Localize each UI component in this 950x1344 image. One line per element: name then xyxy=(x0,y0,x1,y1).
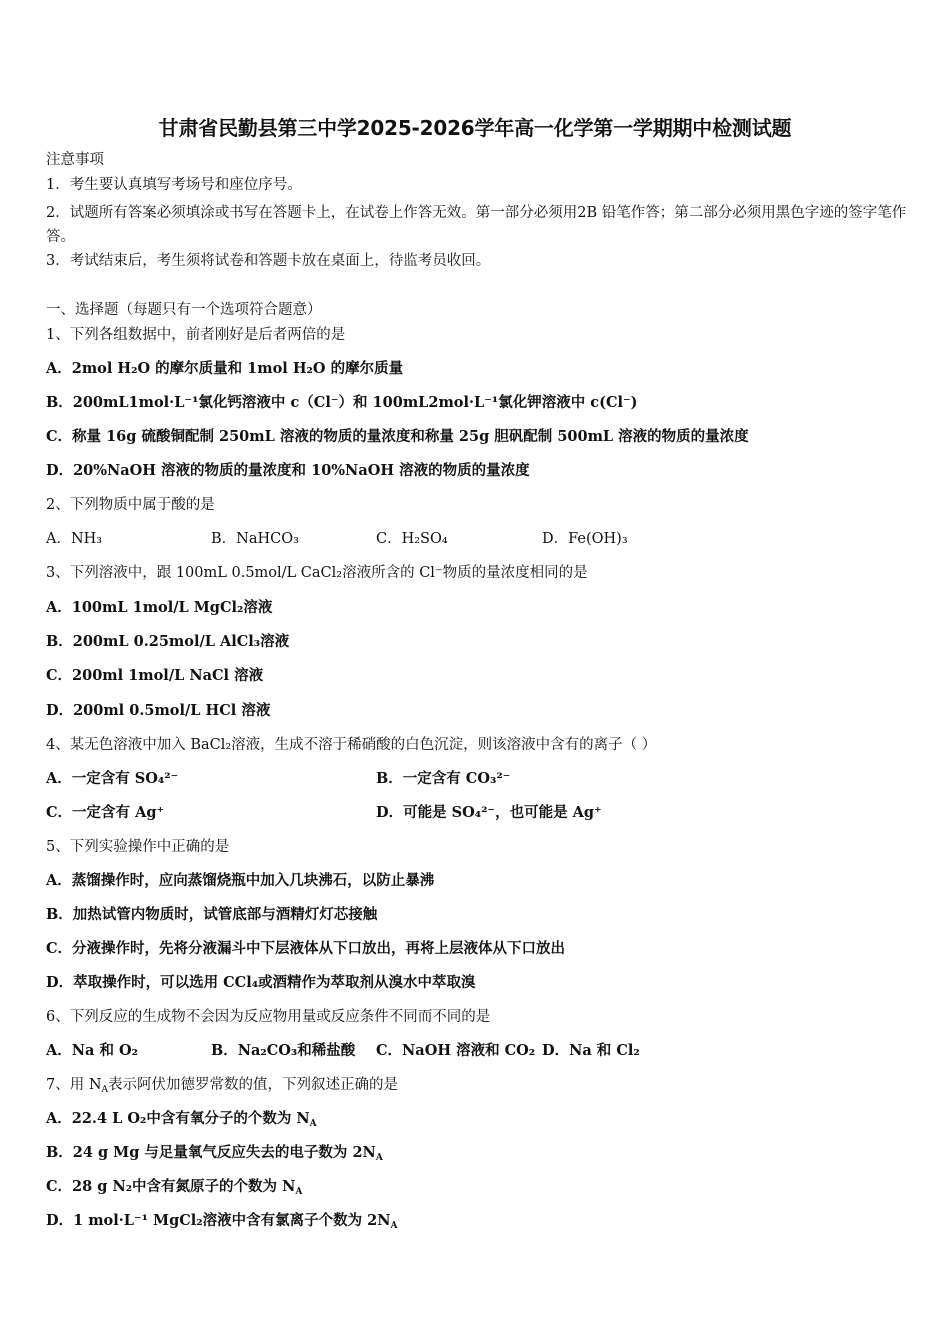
notice-item: 2．试题所有答案必须填涂或书写在答题卡上，在试卷上作答无效。第一部分必须用2B 铅笔作答；第二部分必须用黑色字迹的签字笔作答。 xyxy=(46,205,907,245)
option: D．可能是 SO₄²⁻，也可能是 Ag⁺ xyxy=(376,804,602,821)
option: D．Fe(OH)₃ xyxy=(542,531,628,547)
option: C．称量 16g 硫酸铜配制 250mL 溶液的物质的量浓度和称量 25g 胆矾配制 500mL 溶液的物质的量浓度 xyxy=(46,428,749,445)
question-stem: 5、下列实验操作中正确的是 xyxy=(46,839,230,855)
page-title: 甘肃省民勤县第三中学2025-2026学年高一化学第一学期期中检测试题 xyxy=(158,116,792,140)
option: C．分液操作时，先将分液漏斗中下层液体从下口放出，再将上层液体从下口放出 xyxy=(46,940,566,957)
option: A．一定含有 SO₄²⁻ xyxy=(46,770,179,787)
option: B．Na₂CO₃和稀盐酸 xyxy=(211,1042,356,1059)
question-stem: 4、某无色溶液中加入 BaCl₂溶液，生成不溶于稀硝酸的白色沉淀，则该溶液中含有的离子（ ） xyxy=(46,737,657,753)
option: A．22.4 L O₂中含有氧分子的个数为 $N_A$ xyxy=(46,1110,317,1129)
option: D．1 mol·L⁻¹ MgCl₂溶液中含有氯离子个数为 $2N_A$ xyxy=(46,1212,398,1231)
option: D．萃取操作时，可以选用 CCl₄或酒精作为萃取剂从溴水中萃取溴 xyxy=(46,974,476,991)
option: A．NH₃ xyxy=(46,531,103,547)
question-stem: 1、下列各组数据中，前者刚好是后者两倍的是 xyxy=(46,327,346,343)
option: B．一定含有 CO₃²⁻ xyxy=(376,770,511,787)
question-stem: 3、下列溶液中，跟 100mL 0.5mol/L CaCl₂溶液所含的 Cl⁻物质的量浓度相同的是 xyxy=(46,565,588,581)
option: C．一定含有 Ag⁺ xyxy=(46,804,165,821)
option: A．100mL 1mol/L MgCl₂溶液 xyxy=(46,599,273,616)
option: A．2mol H₂O 的摩尔质量和 1mol H₂O 的摩尔质量 xyxy=(46,360,404,377)
notice-item: 3．考试结束后，考生须将试卷和答题卡放在桌面上，待监考员收回。 xyxy=(46,253,491,269)
option: B．200mL 0.25mol/L AlCl₃溶液 xyxy=(46,633,290,650)
option: A．Na 和 O₂ xyxy=(46,1042,138,1059)
notice-item: 1．考生要认真填写考场号和座位序号。 xyxy=(46,177,302,193)
option: D．Na 和 Cl₂ xyxy=(542,1042,640,1059)
option: D．200ml 0.5mol/L HCl 溶液 xyxy=(46,702,271,719)
option: C．H₂SO₄ xyxy=(376,531,448,547)
question-stem: 7、用 $N_A$表示阿伏加德罗常数的值，下列叙述正确的是 xyxy=(46,1077,399,1095)
question-stem: 6、下列反应的生成物不会因为反应物用量或反应条件不同而不同的是 xyxy=(46,1009,491,1025)
option: B．NaHCO₃ xyxy=(211,531,299,547)
option: A．蒸馏操作时，应向蒸馏烧瓶中加入几块沸石，以防止暴沸 xyxy=(46,872,435,889)
option: B．200mL1mol·L⁻¹氯化钙溶液中 c（Cl⁻）和 100mL2mol·L⁻¹氯化钾溶液中 c(Cl⁻) xyxy=(46,394,638,411)
option: C．NaOH 溶液和 CO₂ xyxy=(376,1042,536,1059)
notice-heading: 注意事项 xyxy=(46,152,104,168)
option: C．28 g N₂中含有氮原子的个数为 $N_A$ xyxy=(46,1178,303,1197)
option: C．200ml 1mol/L NaCl 溶液 xyxy=(46,667,264,684)
option: B．加热试管内物质时，试管底部与酒精灯灯芯接触 xyxy=(46,906,378,923)
option: D．20%NaOH 溶液的物质的量浓度和 10%NaOH 溶液的物质的量浓度 xyxy=(46,462,530,479)
option: B．24 g Mg 与足量氧气反应失去的电子数为 $2N_A$ xyxy=(46,1144,383,1163)
question-stem: 2、下列物质中属于酸的是 xyxy=(46,497,215,513)
section-heading: 一、选择题（每题只有一个选项符合题意） xyxy=(46,302,322,318)
